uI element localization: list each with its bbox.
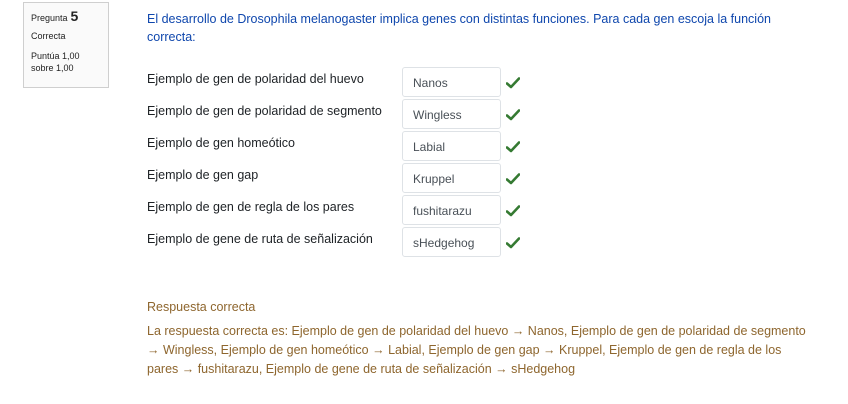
question-label: Pregunta — [31, 13, 68, 23]
answer-row — [147, 163, 547, 194]
check-icon — [506, 237, 520, 249]
answer-select[interactable]: fushitarazu — [402, 195, 501, 225]
question-info-box — [23, 2, 109, 88]
check-icon — [506, 77, 520, 89]
correct-answer-text: La respuesta correcta es: Ejemplo de gen de polaridad del huevo → Nanos, Ejemplo de gen de polaridad de segmento → Wingless, Ejemplo de gen homeótico → Labial, Ejemplo de gen gap → Kruppel, Ejemplo de gen de regla de los pares → fushitarazu, Ejemplo de gene de ruta de señalización → sHedgehog — [147, 324, 806, 376]
check-icon — [506, 205, 520, 217]
answer-select[interactable]: sHedgehog — [402, 227, 501, 257]
question-text: El desarrollo de Drosophila melanogaster implica genes con distintas funciones. Para cada gen escoja la función correcta: — [147, 12, 771, 44]
answer-row — [147, 67, 547, 98]
question-state: Correcta — [31, 31, 66, 41]
answer-row — [147, 195, 547, 226]
check-icon — [506, 141, 520, 153]
feedback-panel — [147, 298, 807, 379]
answer-label: Ejemplo de gen de regla de los pares — [147, 200, 355, 214]
answer-select[interactable]: Kruppel — [402, 163, 501, 193]
answer-row — [147, 227, 547, 258]
answer-label: Ejemplo de gene de ruta de señalización — [147, 232, 373, 246]
answer-select[interactable]: Labial — [402, 131, 501, 161]
answer-row — [147, 131, 547, 162]
answer-label: Ejemplo de gen homeótico — [147, 136, 296, 150]
question-number: 5 — [70, 8, 79, 24]
question-number-line — [31, 9, 108, 25]
answer-label: Ejemplo de gen de polaridad del huevo — [147, 72, 364, 86]
check-icon — [506, 173, 520, 185]
question-content — [147, 10, 797, 250]
answer-row — [147, 99, 547, 130]
question-grade: Puntúa 1,00 sobre 1,00 — [31, 51, 80, 73]
answer-label: Ejemplo de gen de polaridad de segmento — [147, 104, 382, 118]
answer-label: Ejemplo de gen gap — [147, 168, 259, 182]
answer-select[interactable]: Wingless — [402, 99, 501, 129]
answer-select[interactable]: Nanos — [402, 67, 501, 97]
feedback-title: Respuesta correcta — [147, 300, 256, 314]
check-icon — [506, 109, 520, 121]
